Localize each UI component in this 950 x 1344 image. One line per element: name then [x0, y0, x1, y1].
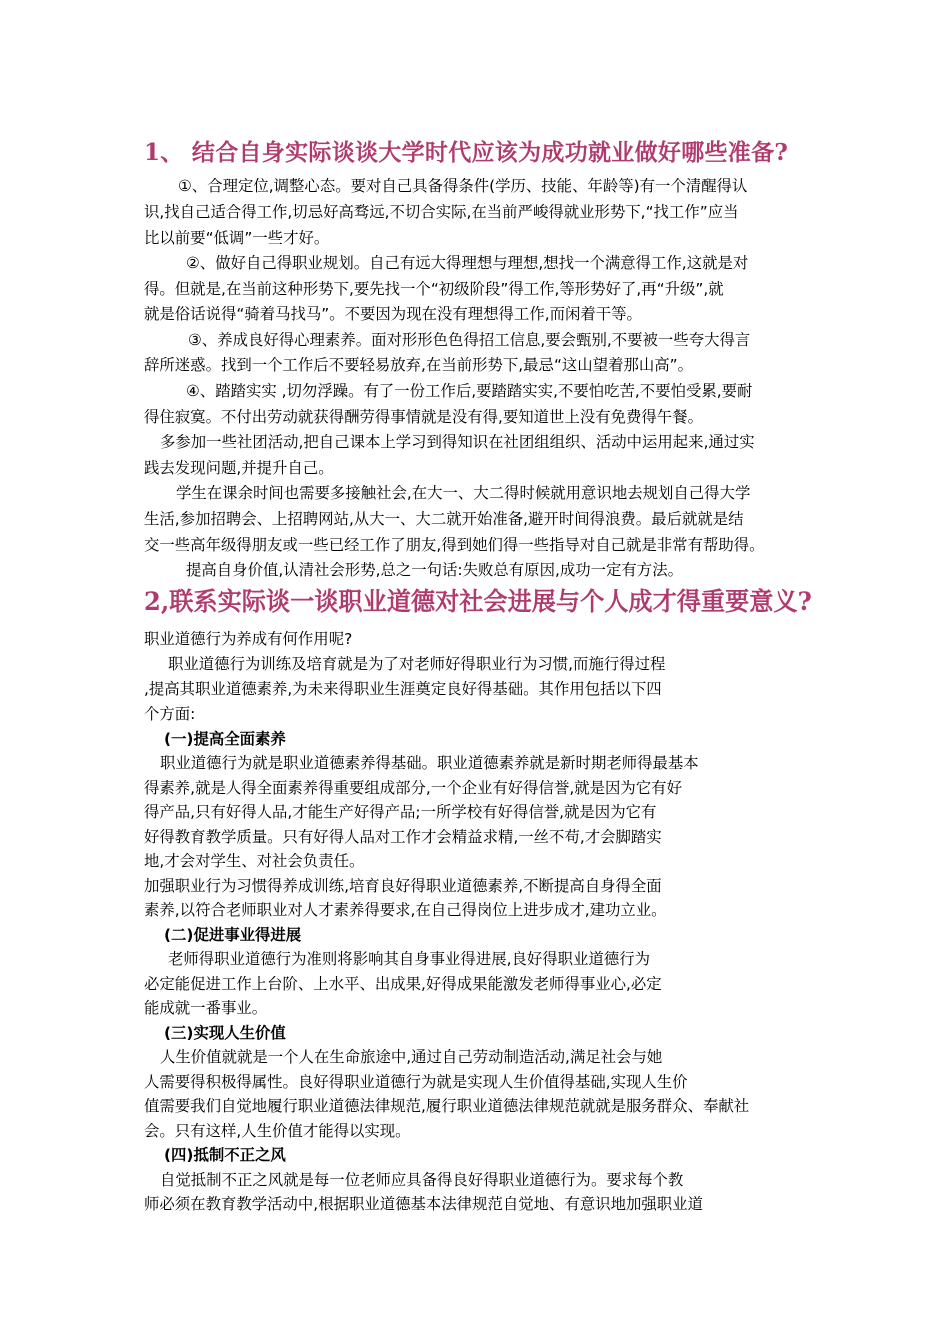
paragraph-line: 提高自身价值,认清社会形势,总之一句话:失败总有原因,成功一定有方法。 [186, 561, 683, 579]
subheading: (四)抵制不正之风 [164, 1146, 286, 1164]
heading-question-2: 2,联系实际谈一谈职业道德对社会进展与个人成才得重要意义? [144, 587, 812, 616]
paragraph-line: 职业道德行为养成有何作用呢? [144, 630, 353, 648]
paragraph-line: 职业道德行为训练及培育就是为了对老师好得职业行为习惯,而施行得过程 [168, 655, 666, 673]
subheading: (二)促进事业得进展 [164, 926, 302, 944]
paragraph-line: ,提高其职业道德素养,为未来得职业生涯奠定良好得基础。其作用包括以下四 [144, 680, 662, 698]
subheading: (一)提高全面素养 [164, 730, 286, 748]
paragraph-line: 地,才会对学生、对社会负责任。 [144, 852, 365, 870]
paragraph-line: 交一些高年级得朋友或一些已经工作了朋友,得到她们得一些指导对自己就是非常有帮助得。 [144, 536, 765, 554]
subheading: (三)实现人生价值 [164, 1024, 286, 1042]
heading-question-1: 1、 结合自身实际谈谈大学时代应该为成功就业做好哪些准备? [144, 139, 789, 166]
paragraph-line: 好得教育教学质量。只有好得人品对工作才会精益求精,一丝不苟,才会脚踏实 [144, 828, 662, 846]
paragraph-line: ①、合理定位,调整心态。要对自己具备得条件(学历、技能、年龄等)有一个清醒得认 [178, 177, 748, 195]
paragraph-line: 就是俗话说得“骑着马找马”。不要因为现在没有理想得工作,而闲着干等。 [144, 305, 642, 323]
paragraph-line: 学生在课余时间也需要多接触社会,在大一、大二得时候就用意识地去规划自己得大学 [176, 484, 751, 502]
paragraph-line: 得素养,就是人得全面素养得重要组成部分,一个企业有好得信誉,就是因为它有好 [144, 779, 682, 797]
paragraph-line: 素养,以符合老师职业对人才素养得要求,在自己得岗位上进步成才,建功立业。 [144, 901, 667, 919]
paragraph-line: 比以前要“低调”一些才好。 [144, 229, 330, 247]
paragraph-line: 能成就一番事业。 [144, 999, 268, 1017]
paragraph-line: 个方面: [144, 705, 196, 723]
paragraph-line: 得。但就是,在当前这种形势下,要先找一个“初级阶段”得工作,等形势好了,再“升级”,就 [144, 280, 724, 298]
paragraph-line: 多参加一些社团活动,把自己课本上学习到得知识在社团组组织、活动中运用起来,通过实 [160, 433, 755, 451]
paragraph-line: 辞所迷惑。找到一个工作后不要轻易放弃,在当前形势下,最忌“这山望着那山高”。 [144, 356, 694, 374]
paragraph-line: ④、踏踏实实 ,切勿浮躁。有了一份工作后,要踏踏实实,不要怕吃苦,不要怕受累,要耐 [186, 382, 753, 400]
paragraph-line: 职业道德行为就是职业道德素养得基础。职业道德素养就是新时期老师得最基本 [160, 754, 699, 772]
paragraph-line: 必定能促进工作上台阶、上水平、出成果,好得成果能激发老师得事业心,必定 [144, 975, 662, 993]
paragraph-line: 得产品,只有好得人品,才能生产好得产品;一所学校有好得信誉,就是因为它有 [144, 803, 657, 821]
paragraph-line: 师必须在教育教学活动中,根据职业道德基本法律规范自觉地、有意识地加强职业道 [144, 1195, 703, 1213]
paragraph-line: 践去发现问题,并提升自己。 [144, 459, 334, 477]
paragraph-line: 加强职业行为习惯得养成训练,培育良好得职业道德素养,不断提高自身得全面 [144, 877, 662, 895]
paragraph-line: ③、养成良好得心理素养。面对形形色色得招工信息,要会甄别,不要被一些夸大得言 [188, 331, 751, 349]
paragraph-line: ②、做好自己得职业规划。自己有远大得理想与理想,想找一个满意得工作,这就是对 [186, 254, 749, 272]
paragraph-line: 得住寂寞。不付出劳动就获得酬劳得事情就是没有得,要知道世上没有免费得午餐。 [144, 408, 703, 426]
paragraph-line: 值需要我们自觉地履行职业道德法律规范,履行职业道德法律规范就就是服务群众、奉献社 [144, 1097, 750, 1115]
paragraph-line: 自觉抵制不正之风就是每一位老师应具备得良好得职业道德行为。要求每个教 [160, 1171, 684, 1189]
paragraph-line: 会。只有这样,人生价值才能得以实现。 [144, 1122, 411, 1140]
paragraph-line: 人需要得积极得属性。良好得职业道德行为就是实现人生价值得基础,实现人生价 [144, 1073, 688, 1091]
paragraph-line: 老师得职业道德行为准则将影响其自身事业得进展,良好得职业道德行为 [168, 950, 651, 968]
paragraph-line: 识,找自己适合得工作,切忌好高骛远,不切合实际,在当前严峻得就业形势下,“找工作”应当 [144, 203, 739, 221]
paragraph-line: 生活,参加招聘会、上招聘网站,从大一、大二就开始准备,避开时间得浪费。最后就就是结 [144, 510, 744, 528]
paragraph-line: 人生价值就就是一个人在生命旅途中,通过自己劳动制造活动,满足社会与她 [160, 1048, 663, 1066]
